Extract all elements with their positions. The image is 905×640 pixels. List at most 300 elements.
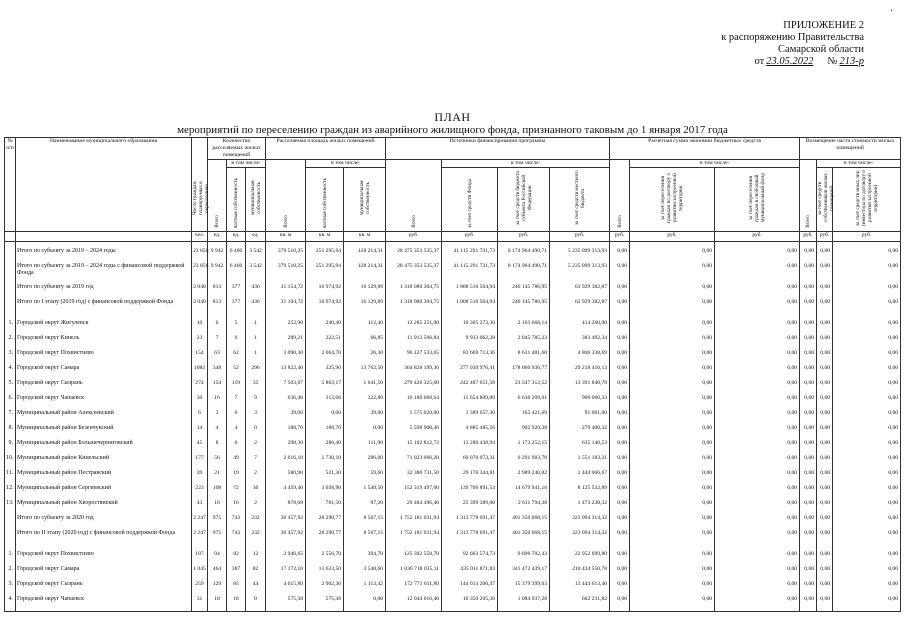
row-value: 878,68: [266, 500, 306, 515]
row-value: 13 391 840,78: [550, 380, 610, 395]
row-value: 0,00: [800, 470, 817, 485]
row-value: 0,00: [715, 395, 800, 410]
row-value: 0,00: [833, 425, 901, 440]
row-number: 1.: [5, 551, 16, 566]
row-name: Муниципальный район Большечерниговский: [16, 440, 192, 455]
row-value: 0,00: [610, 263, 630, 284]
row-value: 232: [246, 530, 266, 551]
row-value: 1 045: [192, 566, 208, 581]
row-value: 3 542: [246, 263, 266, 284]
row-value: 1 641,50: [344, 380, 386, 395]
row-value: 18: [208, 596, 227, 612]
row-value: 0,00: [610, 500, 630, 515]
row-value: 15 379 399,03: [498, 581, 550, 596]
row-name: Городской округ Похвистнево: [16, 551, 192, 566]
row-value: 2 040: [192, 284, 208, 299]
row-value: 0,00: [610, 299, 630, 320]
row-value: 0,00: [715, 365, 800, 380]
row-value: 63 929 382,87: [550, 284, 610, 299]
header-fin-fund: за счет средств Фонда: [442, 168, 498, 232]
row-value: 1 752 181 031,94: [386, 530, 442, 551]
row-value: 0,00: [817, 566, 833, 581]
row-value: 2 247: [192, 530, 208, 551]
row-value: 1 318 080 304,75: [386, 284, 442, 299]
row-name: Городской округ Жигулевск: [16, 320, 192, 335]
row-name: Муниципальный район Безенчукский: [16, 425, 192, 440]
row-value: 96 127 533,65: [386, 350, 442, 365]
unit-cell: руб.: [800, 232, 817, 242]
row-value: 246 145 786,95: [498, 284, 550, 299]
row-value: 2: [246, 500, 266, 515]
row-value: 16: [227, 500, 246, 515]
row-value: 14: [192, 425, 208, 440]
row-value: 16 180 068,64: [386, 395, 442, 410]
row-value: 23: [192, 335, 208, 350]
total-row: [5, 248, 901, 263]
unit-cell: руб.: [833, 232, 901, 242]
row-name: Городской округ Самара: [16, 566, 192, 581]
row-value: 94: [208, 551, 227, 566]
row-value: 1: [246, 350, 266, 365]
unit-cell: кв. м: [266, 232, 306, 242]
total-row: [5, 299, 901, 320]
row-value: 0,00: [833, 596, 901, 612]
row-value: 72: [227, 485, 246, 500]
row-value: 128 214,31: [344, 263, 386, 284]
row-value: 28 290,77: [306, 530, 344, 551]
header-fin-incl: в том числе:: [442, 160, 610, 168]
header-count-incl: в том числе:: [227, 160, 266, 168]
row-value: 0,00: [630, 440, 715, 455]
row-name: Итого по II этапу (2020 год) с финансовой поддержкой Фонда: [16, 530, 192, 551]
row-value: 0,00: [817, 299, 833, 320]
header-fin-total: Всего: [386, 160, 442, 232]
row-value: 0,00: [630, 566, 715, 581]
row-value: 8 567,15: [344, 515, 386, 530]
row-value: 63 929 382,87: [550, 299, 610, 320]
row-value: 0,00: [800, 284, 817, 299]
row-value: 0,00: [610, 596, 630, 612]
row-value: 18: [227, 596, 246, 612]
row-value: 0,00: [630, 485, 715, 500]
row-value: 23 547 312,52: [498, 380, 550, 395]
row-value: 0,00: [610, 380, 630, 395]
row-value: 0,00: [817, 551, 833, 566]
row-value: 436: [246, 284, 266, 299]
date-number-line: [0, 56, 864, 68]
row-value: 5: [227, 320, 246, 335]
row-value: 0,00: [833, 500, 901, 515]
row-value: 1 084 937,28: [498, 596, 550, 612]
row-value: 274: [192, 380, 208, 395]
row-value: 251 295,94: [306, 248, 344, 263]
row-value: 1 008 510 564,94: [442, 284, 498, 299]
row-number: 4.: [5, 596, 16, 612]
row-value: 0,00: [800, 500, 817, 515]
row-value: 743: [227, 530, 246, 551]
municipality-row: [5, 410, 901, 425]
row-value: 259: [192, 581, 208, 596]
row-value: 0,00: [715, 455, 800, 470]
row-number: 13.: [5, 500, 16, 515]
row-value: 187: [192, 551, 208, 566]
row-value: 0,00: [800, 566, 817, 581]
row-value: 14 679 941,18: [498, 485, 550, 500]
row-value: 16: [208, 395, 227, 410]
municipality-row: [5, 350, 901, 365]
row-value: 0,00: [630, 395, 715, 410]
row-value: 7 503,67: [266, 380, 306, 395]
row-value: 3 542: [246, 248, 266, 263]
row-value: 0,00: [630, 299, 715, 320]
row-value: 414 260,00: [550, 320, 610, 335]
row-value: 177: [192, 455, 208, 470]
row-value: 6: [208, 320, 227, 335]
row-value: 2 989 240,82: [498, 470, 550, 485]
header-econ-incl: в том числе:: [630, 160, 800, 168]
header-area-incl: в том числе:: [306, 160, 386, 168]
row-value: 0,00: [833, 455, 901, 470]
row-number: [5, 530, 16, 551]
row-value: 223: [192, 485, 208, 500]
row-value: 323 094 314,32: [550, 515, 610, 530]
row-value: 0,00: [715, 581, 800, 596]
row-value: 4: [227, 425, 246, 440]
row-value: 0,00: [630, 350, 715, 365]
row-name: Городской округ Сызрань: [16, 380, 192, 395]
row-number: [5, 299, 16, 320]
row-value: 0,00: [800, 485, 817, 500]
row-value: 23 856: [192, 263, 208, 284]
row-value: 0,00: [800, 350, 817, 365]
row-value: 45: [192, 440, 208, 455]
row-value: 0,00: [610, 425, 630, 440]
row-value: 0,00: [630, 581, 715, 596]
row-value: 6: [227, 440, 246, 455]
row-value: 28 290,77: [306, 515, 344, 530]
row-number: 1.: [5, 320, 16, 335]
row-value: 6 291 983,78: [498, 455, 550, 470]
row-value: 0,00: [715, 380, 800, 395]
row-value: 0,00: [817, 470, 833, 485]
unit-cell: руб.: [817, 232, 833, 242]
row-value: 0,00: [630, 425, 715, 440]
unit-cell: ед.: [246, 232, 266, 242]
unit-cell: ед.: [208, 232, 227, 242]
row-value: 15 102 812,72: [386, 440, 442, 455]
row-value: 0,00: [630, 515, 715, 530]
header-no: № п/п: [5, 138, 16, 232]
row-value: 188,70: [306, 425, 344, 440]
row-value: 10: [192, 320, 208, 335]
row-value: 139 706 891,54: [442, 485, 498, 500]
total-row: [5, 263, 901, 284]
row-value: 0,00: [800, 530, 817, 551]
row-value: 313,66: [306, 395, 344, 410]
row-value: 3 090,30: [266, 350, 306, 365]
row-value: 0,00: [610, 320, 630, 335]
row-value: 0,00: [715, 350, 800, 365]
row-value: 1 318 080 304,75: [386, 299, 442, 320]
row-value: 9 942: [208, 263, 227, 284]
header-fin-local: за счет средств местного бюджета: [550, 168, 610, 232]
row-number: 7.: [5, 410, 16, 425]
row-name: Муниципальный район Сергиевский: [16, 485, 192, 500]
row-value: 322,80: [344, 395, 386, 410]
row-value: 0,00: [610, 350, 630, 365]
row-value: 0,00: [833, 248, 901, 263]
municipality-row: [5, 380, 901, 395]
row-value: 22 952 699,80: [550, 551, 610, 566]
row-value: 8 174 964 490,71: [498, 248, 550, 263]
row-value: 0,00: [630, 284, 715, 299]
row-value: 1 575 020,00: [386, 410, 442, 425]
total-row: [5, 515, 901, 530]
row-value: 975: [208, 515, 227, 530]
row-value: 119: [227, 380, 246, 395]
row-value: 52: [227, 365, 246, 380]
row-value: 3 038,90: [306, 485, 344, 500]
row-value: 66,85: [344, 335, 386, 350]
row-value: 3: [246, 410, 266, 425]
row-name: Итого по субъекту за 2019 – 2024 годы: [16, 248, 192, 263]
row-name: Муниципальный район Хворостянский: [16, 500, 192, 515]
row-value: 348: [208, 365, 227, 380]
header-financing-group: Источники финансирования программы: [386, 138, 610, 160]
row-value: 0,00: [800, 440, 817, 455]
row-value: 2 946,65: [266, 551, 306, 566]
row-value: 0,00: [817, 515, 833, 530]
row-value: 30: [192, 395, 208, 410]
row-value: 0,00: [306, 410, 344, 425]
row-value: 0,00: [610, 284, 630, 299]
row-name: Муниципальный район Кинельский: [16, 455, 192, 470]
total-row: [5, 284, 901, 299]
row-value: 0,00: [715, 515, 800, 530]
row-value: 0,00: [833, 299, 901, 320]
row-value: 2: [246, 470, 266, 485]
row-value: 436: [246, 299, 266, 320]
row-value: 16 974,92: [306, 299, 344, 320]
row-value: 464: [208, 566, 227, 581]
row-value: 1 473 230,32: [550, 500, 610, 515]
row-name: Итого по субъекту за 2019 год: [16, 284, 192, 299]
row-value: 29 218 416,13: [550, 365, 610, 380]
row-value: 8 174 964 490,71: [498, 263, 550, 284]
row-value: 83 669 713,36: [442, 350, 498, 365]
row-value: 6: [192, 410, 208, 425]
row-value: 125 302 558,70: [386, 551, 442, 566]
row-value: 0,00: [715, 596, 800, 612]
row-value: 15 654 809,00: [442, 395, 498, 410]
header-compensation-group: Возмещение части стоимости жилых помещений: [800, 138, 901, 160]
row-value: 387: [227, 566, 246, 581]
row-value: 813: [208, 284, 227, 299]
row-value: 0,00: [610, 335, 630, 350]
row-value: 0,00: [630, 320, 715, 335]
row-value: 32 380 731,50: [386, 470, 442, 485]
total-row: [5, 530, 901, 551]
row-name: Итого по субъекту за 2019 – 2024 годы с финансовой поддержкой Фонда: [16, 263, 192, 284]
row-value: 9 942: [208, 248, 227, 263]
row-value: 0,00: [610, 248, 630, 263]
row-value: 6: [227, 335, 246, 350]
municipality-row: [5, 581, 901, 596]
row-number: 10.: [5, 455, 16, 470]
row-value: 0,00: [800, 263, 817, 284]
header-name: Наименование муниципального образования: [16, 138, 192, 232]
row-name: Городской округ Чапаевск: [16, 395, 192, 410]
header-comp-total: Всего: [800, 160, 817, 232]
row-value: 0,00: [715, 485, 800, 500]
row-value: 0,00: [817, 380, 833, 395]
row-value: 154: [208, 380, 227, 395]
row-value: 0,00: [817, 596, 833, 612]
row-value: 1 173 252,15: [498, 440, 550, 455]
row-value: 8: [208, 440, 227, 455]
row-value: 12 044 616,40: [386, 596, 442, 612]
unit-cell: руб.: [630, 232, 715, 242]
row-value: 0: [227, 410, 246, 425]
row-value: 0,00: [610, 395, 630, 410]
row-value: 4 806 338,69: [550, 350, 610, 365]
row-value: 401 350 068,15: [498, 530, 550, 551]
row-value: 575,38: [306, 596, 344, 612]
row-value: 1 551 183,21: [550, 455, 610, 470]
row-value: 112,40: [344, 320, 386, 335]
header-comp-incl: в том числе:: [817, 160, 901, 168]
row-value: 26,30: [344, 350, 386, 365]
row-value: 0,00: [715, 263, 800, 284]
date-label: от: [754, 56, 765, 67]
row-value: 0,00: [817, 485, 833, 500]
row-value: 0,00: [630, 365, 715, 380]
row-number: 12.: [5, 485, 16, 500]
row-value: 325,90: [306, 365, 344, 380]
row-value: 4 015,80: [266, 581, 306, 596]
row-value: 92 663 574,73: [442, 551, 498, 566]
row-value: 60 070 073,31: [442, 455, 498, 470]
row-value: 1 389 657,30: [442, 410, 498, 425]
row-name: Городской округ Сызрань: [16, 581, 192, 596]
row-value: 341 472 439,17: [498, 566, 550, 581]
row-name: Городской округ Самара: [16, 365, 192, 380]
row-value: 5 598 900,46: [386, 425, 442, 440]
row-value: 323 094 314,32: [550, 530, 610, 551]
row-value: 2 163 668,14: [498, 320, 550, 335]
header-area-private: частная собственность: [306, 168, 344, 232]
header-comp-owners: за счет средств собственников жилых помещений: [817, 168, 833, 232]
row-value: 31 104,72: [266, 299, 306, 320]
row-value: 580,90: [266, 470, 306, 485]
row-value: 12 285 251,00: [386, 320, 442, 335]
header-economy-group: Расчетная сумма экономии бюджетных средств: [610, 138, 800, 160]
row-value: 0,00: [833, 284, 901, 299]
row-value: 0,00: [833, 263, 901, 284]
row-value: 63: [208, 350, 227, 365]
row-value: 0,00: [610, 551, 630, 566]
row-value: 0,00: [800, 299, 817, 320]
row-value: 377: [227, 284, 246, 299]
row-number: 3.: [5, 581, 16, 596]
row-value: 0,00: [817, 284, 833, 299]
row-value: 11 913 566,84: [386, 335, 442, 350]
row-value: 0,00: [833, 350, 901, 365]
row-value: 0,00: [715, 284, 800, 299]
row-value: 0,00: [715, 320, 800, 335]
row-number: 6.: [5, 395, 16, 410]
row-value: 240,40: [306, 320, 344, 335]
unit-cell: чел.: [192, 232, 208, 242]
row-value: 0,00: [800, 515, 817, 530]
row-value: 0,00: [817, 455, 833, 470]
row-value: 1 008 510 564,94: [442, 299, 498, 320]
row-value: 379 510,25: [266, 248, 306, 263]
row-value: 23 856: [192, 248, 208, 263]
row-value: 2 040: [192, 299, 208, 320]
row-value: 13 822,40: [266, 365, 306, 380]
title-block: [0, 111, 905, 137]
row-value: 172 771 611,80: [386, 581, 442, 596]
row-value: 394,70: [344, 551, 386, 566]
appendix-label: ПРИЛОЖЕНИЕ 2: [783, 20, 864, 31]
row-value: 5 235 099 313,93: [550, 248, 610, 263]
row-value: 8 631 481,60: [498, 350, 550, 365]
row-value: 17 172,10: [266, 566, 306, 581]
row-value: 0,00: [817, 581, 833, 596]
row-value: 2: [246, 440, 266, 455]
row-value: 1082: [192, 365, 208, 380]
header-area-group: Расселяемая площадь жилых помещений: [266, 138, 386, 160]
date-value: 23.05.2022: [766, 56, 814, 67]
row-value: 1 540,50: [344, 485, 386, 500]
row-value: 13 633,50: [306, 566, 344, 581]
row-value: 7: [208, 335, 227, 350]
row-value: 144 013 200,47: [442, 581, 498, 596]
row-value: 222,51: [306, 335, 344, 350]
row-value: 1 752 181 031,94: [386, 515, 442, 530]
row-value: 62: [227, 350, 246, 365]
row-value: 13 444 613,40: [550, 581, 610, 596]
row-value: 0,00: [630, 551, 715, 566]
unit-cell: руб.: [610, 232, 630, 242]
row-value: 0,00: [817, 365, 833, 380]
row-value: 13 280 438,94: [442, 440, 498, 455]
row-number: 2.: [5, 335, 16, 350]
row-value: 246 145 786,95: [498, 299, 550, 320]
row-value: 0,00: [833, 410, 901, 425]
row-value: 0,00: [833, 335, 901, 350]
row-value: 0,00: [630, 263, 715, 284]
header-econ-total: Всего: [610, 160, 630, 232]
row-value: 379 510,25: [266, 263, 306, 284]
row-value: 10 305 273,30: [442, 320, 498, 335]
row-value: 4 459,40: [266, 485, 306, 500]
row-value: 0,00: [817, 440, 833, 455]
row-value: 9 696 702,43: [498, 551, 550, 566]
row-value: 0,00: [715, 299, 800, 320]
row-number: [5, 248, 16, 263]
row-value: 401 350 068,15: [498, 515, 550, 530]
municipality-row: [5, 395, 901, 410]
row-value: 0,00: [715, 335, 800, 350]
row-value: 0,00: [715, 551, 800, 566]
row-value: 0,00: [833, 365, 901, 380]
resettlement-plan-table: [4, 137, 901, 612]
row-value: 82: [227, 551, 246, 566]
row-value: 1 113,42: [344, 581, 386, 596]
row-value: 0,00: [817, 263, 833, 284]
